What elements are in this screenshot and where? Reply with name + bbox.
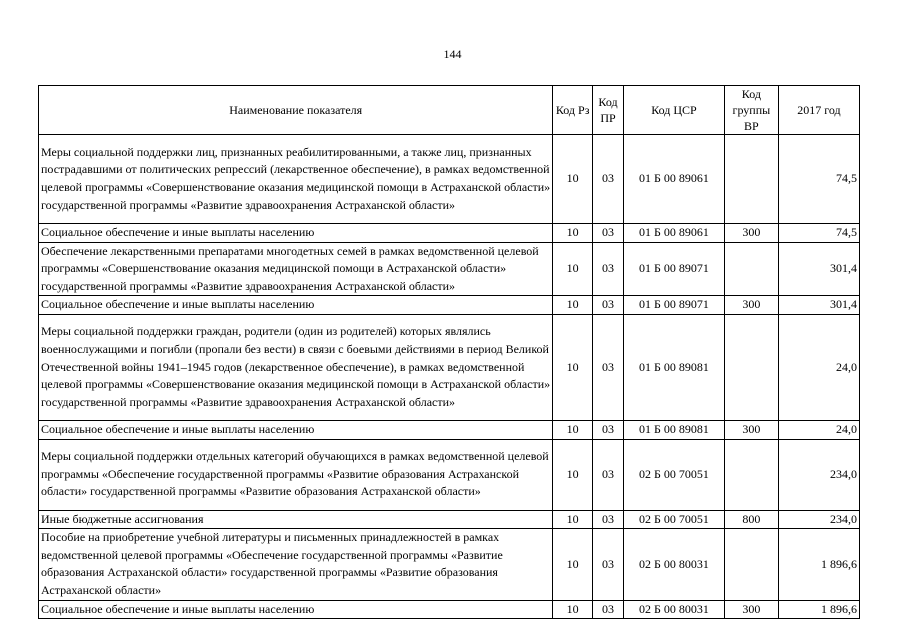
cell-rz: 10 — [553, 420, 592, 439]
cell-value: 74,5 — [778, 224, 859, 243]
cell-vr: 300 — [724, 420, 778, 439]
cell-pr: 03 — [592, 135, 623, 224]
cell-pr: 03 — [592, 529, 623, 600]
cell-rz: 10 — [553, 242, 592, 296]
cell-csr: 01 Б 00 89071 — [624, 242, 725, 296]
cell-value: 234,0 — [778, 439, 859, 510]
header-pr: Код ПР — [592, 86, 623, 135]
cell-name: Социальное обеспечение и иные выплаты населению — [39, 420, 553, 439]
cell-rz: 10 — [553, 600, 592, 619]
cell-value: 74,5 — [778, 135, 859, 224]
page-number: 144 — [443, 47, 462, 61]
cell-vr — [724, 314, 778, 420]
cell-rz: 10 — [553, 224, 592, 243]
header-vr: Код группы ВР — [724, 86, 778, 135]
cell-pr: 03 — [592, 439, 623, 510]
header-year: 2017 год — [778, 86, 859, 135]
table-row — [39, 510, 860, 529]
cell-name: Меры социальной поддержки граждан, родители (один из родителей) которых являлись военнослужащими и погибли (пропали без вести) в связи с боевыми действиями в период Великой Отечественной войны 1941–1945 годов (лекарственное обеспечение), в рамках ведомственной целевой программы «Совершенствование оказания медицинской помощи в Астраханской области» государственной программы «Развитие здравоохранения Астраханской области» — [39, 314, 553, 420]
table-row — [39, 529, 860, 600]
table-row — [39, 600, 860, 619]
cell-rz: 10 — [553, 439, 592, 510]
cell-csr: 01 Б 00 89081 — [624, 314, 725, 420]
cell-name: Социальное обеспечение и иные выплаты населению — [39, 224, 553, 243]
cell-vr: 300 — [724, 296, 778, 315]
cell-pr: 03 — [592, 600, 623, 619]
table-row — [39, 296, 860, 315]
table-row — [39, 420, 860, 439]
cell-rz: 10 — [553, 510, 592, 529]
cell-name: Меры социальной поддержки отдельных категорий обучающихся в рамках ведомственной целевой программы «Обеспечение государственной программы «Развитие образования Астраханской области» государственной программы «Развитие образования Астраханской области» — [39, 439, 553, 510]
cell-value: 234,0 — [778, 510, 859, 529]
cell-name: Социальное обеспечение и иные выплаты населению — [39, 600, 553, 619]
cell-pr: 03 — [592, 296, 623, 315]
cell-name: Меры социальной поддержки лиц, признанных реабилитированными, а также лиц, признанных пострадавшими от политических репрессий (лекарственное обеспечение), в рамках ведомственной целевой программы «Совершенствование оказания медицинской помощи в Астраханской области» государственной программы «Развитие здравоохранения Астраханской области» — [39, 135, 553, 224]
cell-csr: 01 Б 00 89061 — [624, 224, 725, 243]
cell-pr: 03 — [592, 224, 623, 243]
cell-csr: 02 Б 00 80031 — [624, 529, 725, 600]
cell-value: 1 896,6 — [778, 600, 859, 619]
cell-csr: 02 Б 00 70051 — [624, 439, 725, 510]
cell-value: 301,4 — [778, 296, 859, 315]
table-row — [39, 314, 860, 420]
cell-rz: 10 — [553, 135, 592, 224]
cell-pr: 03 — [592, 510, 623, 529]
cell-csr: 01 Б 00 89071 — [624, 296, 725, 315]
cell-vr: 800 — [724, 510, 778, 529]
cell-name: Социальное обеспечение и иные выплаты населению — [39, 296, 553, 315]
cell-vr — [724, 242, 778, 296]
cell-rz: 10 — [553, 529, 592, 600]
cell-vr — [724, 135, 778, 224]
budget-table — [38, 85, 860, 619]
cell-vr — [724, 439, 778, 510]
table-row — [39, 224, 860, 243]
cell-csr: 01 Б 00 89061 — [624, 135, 725, 224]
header-name: Наименование показателя — [39, 86, 553, 135]
header-csr: Код ЦСР — [624, 86, 725, 135]
cell-rz: 10 — [553, 296, 592, 315]
cell-csr: 02 Б 00 70051 — [624, 510, 725, 529]
table-row — [39, 439, 860, 510]
cell-pr: 03 — [592, 420, 623, 439]
header-rz: Код Рз — [553, 86, 592, 135]
table-header-row — [39, 86, 860, 135]
table-row — [39, 242, 860, 296]
cell-value: 24,0 — [778, 420, 859, 439]
cell-vr: 300 — [724, 224, 778, 243]
cell-vr — [724, 529, 778, 600]
table-row — [39, 135, 860, 224]
cell-name: Пособие на приобретение учебной литературы и письменных принадлежностей в рамках ведомственной целевой программы «Обеспечение государственной программы «Развитие образования Астраханской области» государственной программы «Развитие образования Астраханской области» — [39, 529, 553, 600]
cell-value: 301,4 — [778, 242, 859, 296]
cell-name: Обеспечение лекарственными препаратами многодетных семей в рамках ведомственной целевой программы «Совершенствование оказания медицинской помощи в Астраханской области» государственной программы «Развитие здравоохранения Астраханской области» — [39, 242, 553, 296]
cell-csr: 01 Б 00 89081 — [624, 420, 725, 439]
cell-value: 1 896,6 — [778, 529, 859, 600]
cell-pr: 03 — [592, 242, 623, 296]
cell-pr: 03 — [592, 314, 623, 420]
cell-name: Иные бюджетные ассигнования — [39, 510, 553, 529]
cell-value: 24,0 — [778, 314, 859, 420]
cell-csr: 02 Б 00 80031 — [624, 600, 725, 619]
cell-rz: 10 — [553, 314, 592, 420]
cell-vr: 300 — [724, 600, 778, 619]
